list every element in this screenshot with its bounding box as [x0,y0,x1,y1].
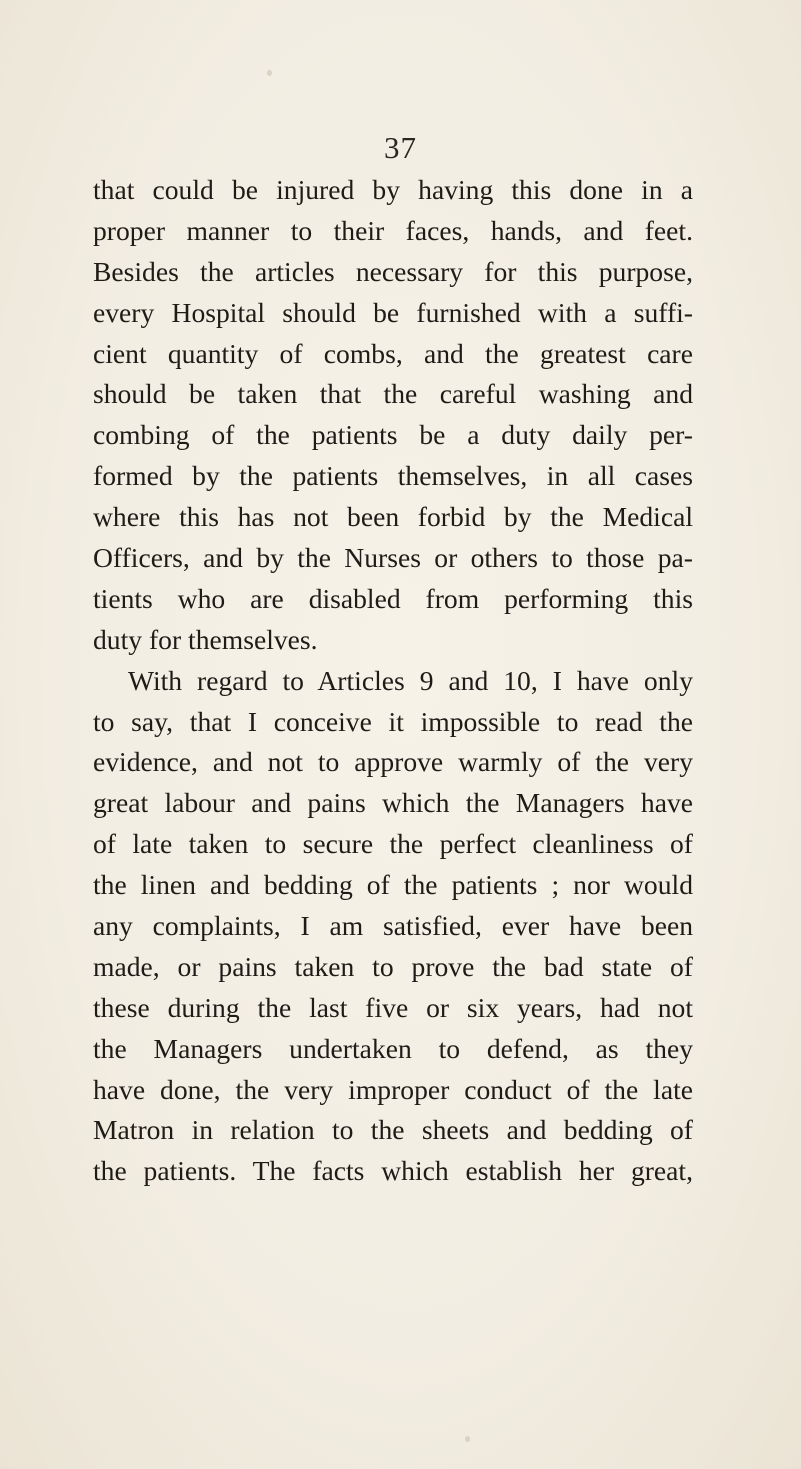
page-number: 37 [384,130,417,165]
text-line: should be taken that the careful washing and [93,378,693,410]
paper-blemish [465,1436,470,1442]
text-line: Besides the articles necessary for this purpose, [93,255,693,287]
text-line: any complaints, I am satisfied, ever have been [93,910,693,942]
body-text [93,170,693,1192]
text-line: evidence, and not to approve warmly of the very [93,746,693,778]
text-line: combing of the patients be a duty daily per- [93,419,693,451]
text-line: tients who are disabled from performing this [93,582,693,614]
text-line: the Managers undertaken to defend, as they [93,1032,693,1064]
text-line: duty for themselves. [93,623,318,655]
text-line: the linen and bedding of the patients ; nor would [93,869,693,901]
text-line: to say, that I conceive it impossible to read the [93,705,693,737]
text-line: of late taken to secure the perfect cleanliness of [93,828,693,860]
text-line: formed by the patients themselves, in all cases [93,460,693,492]
text-line: every Hospital should be furnished with a suffi- [93,296,693,328]
text-line: proper manner to their faces, hands, and feet. [93,214,693,246]
text-line: made, or pains taken to prove the bad state of [93,950,693,982]
text-line: With regard to Articles 9 and 10, I have only [128,664,693,696]
text-line: great labour and pains which the Managers have [93,787,693,819]
text-line: the patients. The facts which establish her great, [93,1155,693,1187]
text-line: where this has not been forbid by the Medical [93,501,693,533]
paper-blemish [267,70,272,76]
text-line: have done, the very improper conduct of the late [93,1073,693,1105]
text-line: that could be injured by having this done in a [93,174,693,205]
text-line: Matron in relation to the sheets and bedding of [93,1114,693,1146]
text-line: cient quantity of combs, and the greatest care [93,337,693,369]
text-line: these during the last five or six years, had not [93,991,693,1023]
text-line: Officers, and by the Nurses or others to those pa- [93,542,693,574]
